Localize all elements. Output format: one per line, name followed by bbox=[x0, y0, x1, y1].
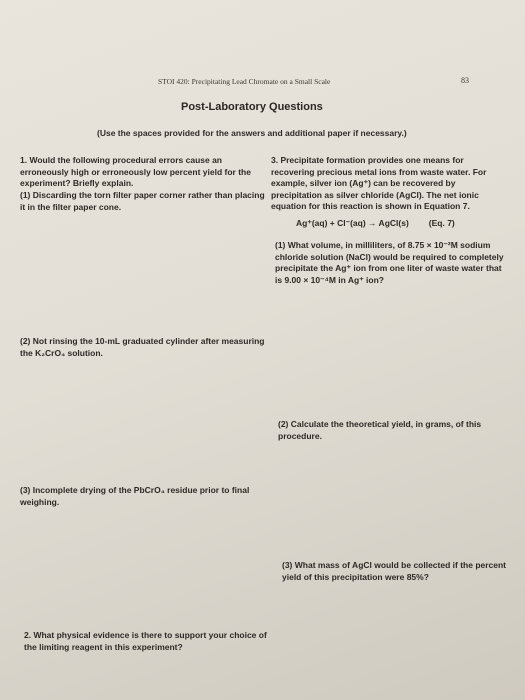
equation: Ag⁺(aq) + Cl⁻(aq) → AgCl(s) bbox=[296, 218, 409, 228]
question-1-intro: 1. Would the following procedural errors cause an erroneously high or erroneously low percent yield for the experiment? Briefly explain. bbox=[20, 155, 251, 189]
question-2: 2. What physical evidence is there to support your choice of the limiting reagent in this experiment? bbox=[24, 630, 267, 652]
question-3-part-2: (2) Calculate the theoretical yield, in grams, of this procedure. bbox=[278, 419, 482, 441]
equation-number: (Eq. 7) bbox=[428, 218, 455, 228]
question-3-part-3: (3) What mass of AgCl would be collected if the percent yield of this precipitation were 85%? bbox=[282, 560, 507, 582]
running-head: STOI 420: Precipitating Lead Chromate on a Small Scale bbox=[158, 77, 331, 86]
page-number: 83 bbox=[461, 76, 469, 85]
question-3-intro: 3. Precipitate formation provides one means for recovering precious metal ions from waste water. For example, silver ion (Ag⁺) can be recovered by precipitation as silver chloride (AgCl). The net ionic equation for this reaction is shown in Equation 7. bbox=[271, 155, 487, 212]
question-1-part-3: (3) Incomplete drying of the PbCrO₄ residue prior to final weighing. bbox=[20, 485, 250, 507]
equation-7 bbox=[296, 218, 455, 229]
question-1-part-1: (1) Discarding the torn filter paper corner rather than placing it in the filter paper cone. bbox=[20, 190, 265, 212]
question-3-part-1: (1) What volume, in milliliters, of 8.75 × 10⁻²M sodium chloride solution (NaCl) would be required to completely precipitate the Ag⁺ ion from one liter of waste water that is 9.00 × 10⁻⁴M in Ag⁺ ion? bbox=[275, 240, 504, 285]
page-title: Post-Laboratory Questions bbox=[181, 101, 323, 113]
question-1-part-2: (2) Not rinsing the 10-mL graduated cylinder after measuring the K₂CrO₄ solution. bbox=[20, 336, 265, 358]
instructions: (Use the spaces provided for the answers and additional paper if necessary.) bbox=[97, 128, 407, 138]
